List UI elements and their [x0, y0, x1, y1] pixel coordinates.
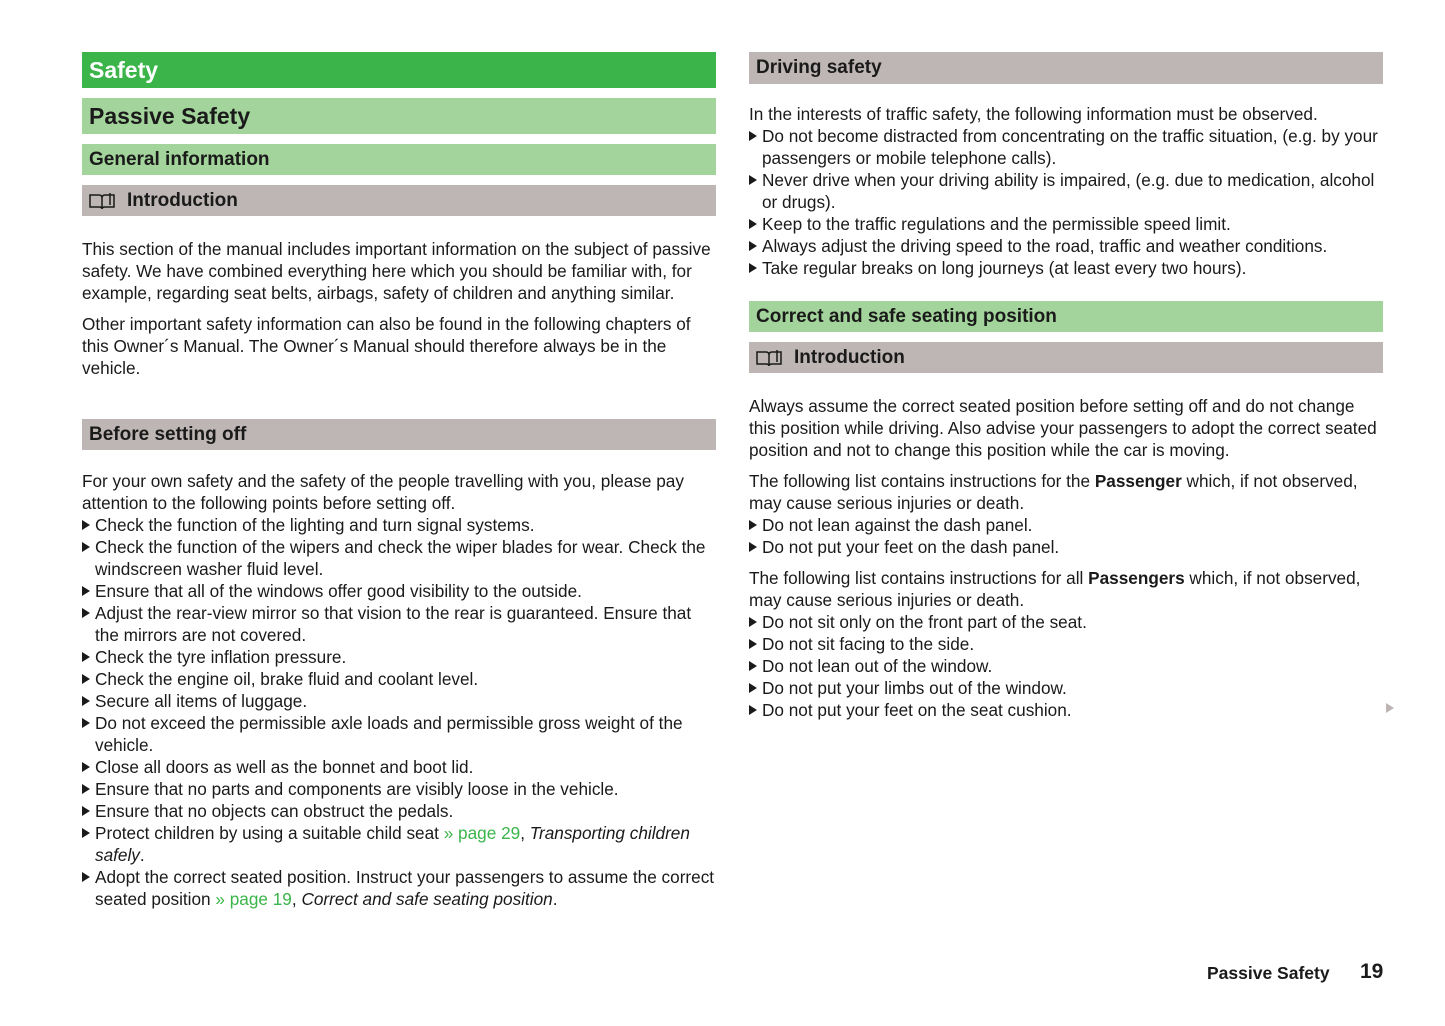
checklist: [82, 514, 716, 910]
passengers-list: [749, 611, 1383, 721]
list-item: Do not sit facing to the side.: [749, 633, 1383, 655]
list-item: Take regular breaks on long journeys (at least every two hours).: [749, 257, 1383, 279]
book-icon: [756, 349, 782, 367]
list-item: [82, 822, 716, 866]
intro-title: Introduction: [794, 346, 905, 368]
bold-term: Passenger: [1094, 471, 1182, 491]
paragraph: [749, 470, 1383, 514]
list-item: Ensure that no objects can obstruct the pedals.: [82, 800, 716, 822]
section-heading: [82, 98, 716, 134]
text: which, if not observed, may cause serious injuries or death.: [749, 568, 1361, 610]
page-number: 19: [1360, 960, 1384, 983]
intro-heading: [749, 342, 1383, 373]
left-column: [82, 0, 716, 1026]
intro-title: Introduction: [127, 189, 238, 211]
page-link[interactable]: » page 19: [215, 889, 292, 909]
before-text: [82, 470, 716, 910]
list-item: Do not put your feet on the seat cushion.: [749, 699, 1383, 721]
book-icon: [89, 192, 115, 210]
list-item: Do not become distracted from concentrating on the traffic situation, (e.g. by your passengers or mobile telephone calls).: [749, 125, 1383, 169]
list-item: Never drive when your driving ability is impaired, (e.g. due to medication, alcohol or drugs).: [749, 169, 1383, 213]
list-item: Ensure that all of the windows offer good visibility to the outside.: [82, 580, 716, 602]
reference-title: Transporting children safely: [95, 823, 690, 865]
list-item: Check the tyre inflation pressure.: [82, 646, 716, 668]
footer-section-title: Passive Safety: [1207, 963, 1330, 983]
list-item: Do not exceed the permissible axle loads and permissible gross weight of the vehicle.: [82, 712, 716, 756]
driving-title: Driving safety: [756, 57, 882, 78]
period: .: [552, 889, 558, 909]
paragraph: In the interests of traffic safety, the following information must be observed.: [749, 104, 1318, 124]
subsection-heading: [82, 144, 716, 175]
seating-text: [749, 395, 1383, 721]
list-item: Close all doors as well as the bonnet and boot lid.: [82, 756, 716, 778]
paragraph: [749, 567, 1383, 611]
driving-text: [749, 103, 1383, 279]
separator: ,: [520, 823, 530, 843]
chapter-heading: [82, 52, 716, 88]
list-item: Check the function of the lighting and turn signal systems.: [82, 514, 716, 536]
list-item: Do not lean out of the window.: [749, 655, 1383, 677]
paragraph: Always assume the correct seated position before setting off and do not change this position while driving. Also advise your passengers to adopt the correct seated position and not to change this position while the car is moving.: [749, 396, 1377, 460]
subsection-title: General information: [89, 148, 270, 170]
intro-heading: [82, 185, 716, 216]
continue-arrow-icon: [1386, 703, 1394, 713]
text: which, if not observed, may cause serious injuries or death.: [749, 471, 1358, 513]
passenger-list: [749, 514, 1383, 558]
paragraph: Other important safety information can also be found in the following chapters of this Owner´s Manual. The Owner´s Manual should therefore always be in the vehicle.: [82, 314, 691, 378]
paragraph: For your own safety and the safety of the people travelling with you, please pay attention to the following points before setting off.: [82, 471, 684, 513]
driving-list: [749, 125, 1383, 279]
before-title: Before setting off: [89, 423, 247, 445]
right-column: [749, 0, 1383, 1026]
paragraph: This section of the manual includes important information on the subject of passive safety. We have combined everything here which you should be familiar with, for example, regarding seat belts, airbags, safety of children and anything similar.: [82, 239, 711, 303]
section-title: Passive Safety: [89, 102, 251, 129]
list-item: Adjust the rear-view mirror so that vision to the rear is guaranteed. Ensure that the mirrors are not covered.: [82, 602, 716, 646]
bold-term: Passengers: [1088, 568, 1185, 588]
list-item: Check the engine oil, brake fluid and coolant level.: [82, 668, 716, 690]
list-item: [82, 866, 716, 910]
reference-title: Correct and safe seating position: [301, 889, 553, 909]
seating-heading: [749, 301, 1383, 332]
chapter-title: Safety: [89, 56, 159, 83]
text: The following list contains instructions for all: [749, 568, 1089, 588]
seating-title: Correct and safe seating position: [756, 305, 1057, 327]
before-heading: [82, 419, 716, 450]
page-link[interactable]: » page 29: [443, 823, 521, 843]
intro-text: [82, 238, 716, 388]
list-item: Ensure that no parts and components are visibly loose in the vehicle.: [82, 778, 716, 800]
list-item: Check the function of the wipers and check the wiper blades for wear. Check the windscreen washer fluid level.: [82, 536, 716, 580]
list-item: Always adjust the driving speed to the road, traffic and weather conditions.: [749, 235, 1383, 257]
list-item: Do not put your limbs out of the window.: [749, 677, 1383, 699]
separator: ,: [291, 889, 302, 909]
driving-heading: [749, 52, 1383, 84]
list-item: Keep to the traffic regulations and the permissible speed limit.: [749, 213, 1383, 235]
list-item: Do not lean against the dash panel.: [749, 514, 1383, 536]
list-item: Do not sit only on the front part of the seat.: [749, 611, 1383, 633]
list-item: Do not put your feet on the dash panel.: [749, 536, 1383, 558]
period: .: [139, 845, 145, 865]
item-text: Protect children by using a suitable child seat: [95, 823, 444, 843]
list-item: Secure all items of luggage.: [82, 690, 716, 712]
text: The following list contains instructions for the: [749, 471, 1095, 491]
item-text: Adopt the correct seated position. Instruct your passengers to assume the correct seated position: [95, 867, 715, 909]
